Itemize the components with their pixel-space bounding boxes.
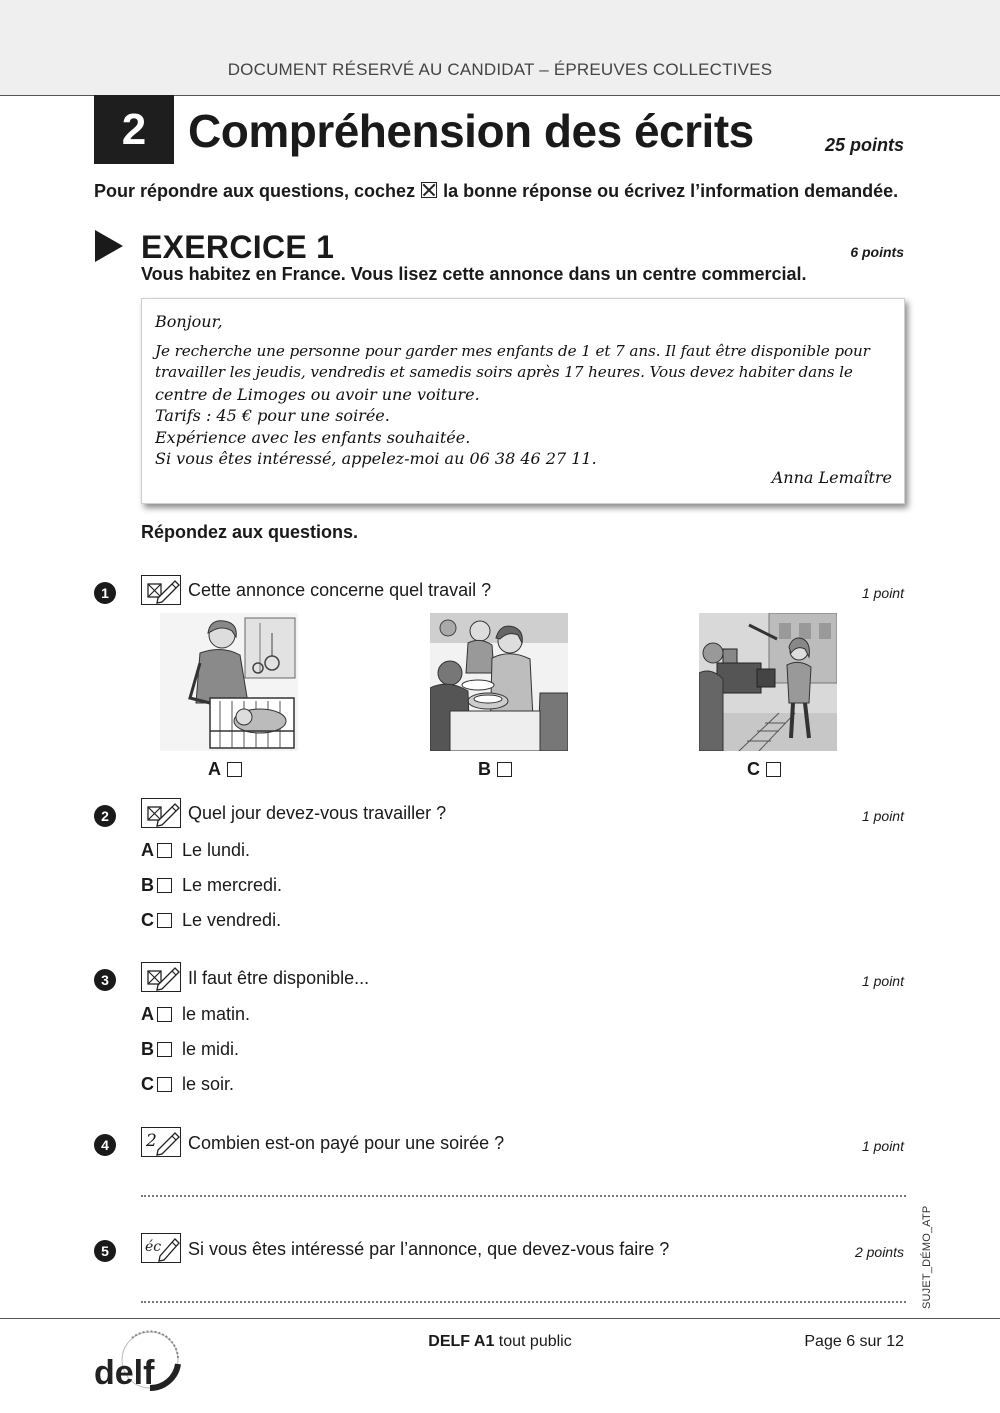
- option-letter: C: [141, 1074, 154, 1094]
- announcement-signature: Anna Lemaître: [771, 468, 892, 487]
- question-text: Il faut être disponible...: [188, 968, 370, 988]
- checkbox[interactable]: [157, 1077, 172, 1092]
- checkbox[interactable]: [157, 913, 172, 928]
- option-letter: A: [141, 840, 154, 860]
- option-letter: A: [208, 759, 221, 779]
- number-pencil-icon: [141, 1127, 181, 1157]
- section-title: Compréhension des écrits: [188, 105, 754, 157]
- option-image-a: [160, 613, 298, 751]
- checkbox[interactable]: [157, 843, 172, 858]
- waitress-restaurant-illustration: [430, 613, 568, 751]
- option-letter: B: [478, 759, 491, 779]
- checkbox[interactable]: [227, 762, 242, 777]
- checkbox[interactable]: [157, 878, 172, 893]
- instruction-after: la bonne réponse ou écrivez l’information demandée.: [443, 181, 899, 201]
- option-image-c: [699, 613, 837, 751]
- option-letter: B: [141, 1039, 154, 1059]
- option-image-b: [430, 613, 568, 751]
- question-points: 1 point: [861, 585, 904, 601]
- announcement-line: centre de Limoges ou avoir une voiture.: [155, 384, 480, 404]
- section-number: 2: [94, 95, 174, 164]
- announcement-card: [141, 298, 905, 504]
- option-row[interactable]: [141, 875, 282, 896]
- question-number: 2: [94, 805, 116, 827]
- announcement-greeting: Bonjour,: [155, 312, 223, 331]
- announcement-line: Je recherche une personne pour garder mes enfants de 1 et 7 ans. Il faut être disponible pour: [155, 341, 870, 360]
- option-row[interactable]: [141, 910, 281, 931]
- tv-camera-reporter-illustration: [699, 613, 837, 751]
- option-letter: C: [747, 759, 760, 779]
- exam-name-rest: tout public: [494, 1333, 572, 1350]
- question-text: Quel jour devez-vous travailler ?: [188, 803, 447, 823]
- question-points: 1 point: [861, 808, 904, 824]
- play-arrow-icon: [95, 230, 123, 262]
- option-row[interactable]: [141, 1004, 250, 1025]
- instruction-before: Pour répondre aux questions, cochez: [94, 181, 416, 201]
- header-banner: DOCUMENT RÉSERVÉ AU CANDIDAT – ÉPREUVES COLLECTIVES: [227, 60, 773, 79]
- question-number: 5: [94, 1240, 116, 1262]
- option-text: le matin.: [182, 1004, 251, 1024]
- question-points: 1 point: [861, 1138, 904, 1154]
- checkbox-pencil-icon: [141, 962, 181, 992]
- question-text: Si vous êtes intéressé par l’annonce, que devez-vous faire ?: [188, 1239, 670, 1259]
- section-points: 25 points: [824, 135, 904, 155]
- exam-name-bold: DELF A1: [428, 1333, 495, 1350]
- exercise-points: 6 points: [850, 244, 904, 260]
- option-text: Le lundi.: [182, 840, 251, 860]
- option-letter: B: [141, 875, 154, 895]
- option-row[interactable]: [141, 840, 250, 861]
- checkbox-pencil-icon: [141, 798, 181, 828]
- question-number: 1: [94, 582, 116, 604]
- announcement-line: travailler les jeudis, vendredis et samedis soirs après 17 heures. Vous devez habiter dans le: [155, 363, 853, 381]
- option-row[interactable]: [141, 1039, 239, 1060]
- header-band: [0, 0, 1000, 96]
- announcement-line: Si vous êtes intéressé, appelez-moi au 06 38 46 27 11.: [155, 449, 597, 468]
- answer-line[interactable]: [141, 1301, 906, 1303]
- question-points: 2 points: [854, 1244, 904, 1260]
- checked-box-icon: [421, 182, 437, 198]
- write-pencil-icon: [141, 1233, 181, 1263]
- exercise-context: Vous habitez en France. Vous lisez cette annonce dans un centre commercial.: [141, 264, 807, 284]
- question-number: 3: [94, 969, 116, 991]
- option-label-a[interactable]: [208, 759, 242, 780]
- checkbox[interactable]: [497, 762, 512, 777]
- question-text: Combien est-on payé pour une soirée ?: [188, 1133, 505, 1153]
- option-label-b[interactable]: [478, 759, 512, 780]
- option-label-c[interactable]: [747, 759, 781, 780]
- exercise-title: EXERCICE 1: [141, 229, 335, 265]
- instruction: [94, 181, 898, 202]
- announcement-line: Tarifs : 45 € pour une soirée.: [155, 406, 390, 425]
- side-code: SUJET_DÉMO_ATP: [921, 1205, 933, 1309]
- announcement-line: Expérience avec les enfants souhaitée.: [155, 427, 471, 447]
- logo-text: delf: [94, 1354, 155, 1392]
- question-text: Cette annonce concerne quel travail ?: [188, 580, 492, 600]
- option-letter: C: [141, 910, 154, 930]
- icon-text: 2: [146, 1131, 157, 1151]
- question-points: 1 point: [861, 973, 904, 989]
- icon-text: éc: [145, 1239, 162, 1255]
- question-number: 4: [94, 1134, 116, 1156]
- option-text: le soir.: [182, 1074, 235, 1094]
- footer-divider: [0, 1318, 1000, 1319]
- checkbox[interactable]: [157, 1042, 172, 1057]
- page-number: Page 6 sur 12: [804, 1333, 904, 1350]
- checkbox-pencil-icon: [141, 575, 181, 605]
- answer-line[interactable]: [141, 1195, 906, 1197]
- checkbox[interactable]: [766, 762, 781, 777]
- option-text: le midi.: [182, 1039, 240, 1059]
- option-row[interactable]: [141, 1074, 234, 1095]
- option-letter: A: [141, 1004, 154, 1024]
- answer-prompt: Répondez aux questions.: [141, 522, 359, 542]
- babysitter-crib-illustration: [160, 613, 298, 751]
- option-text: Le vendredi.: [182, 910, 282, 930]
- option-text: Le mercredi.: [182, 875, 283, 895]
- checkbox[interactable]: [157, 1007, 172, 1022]
